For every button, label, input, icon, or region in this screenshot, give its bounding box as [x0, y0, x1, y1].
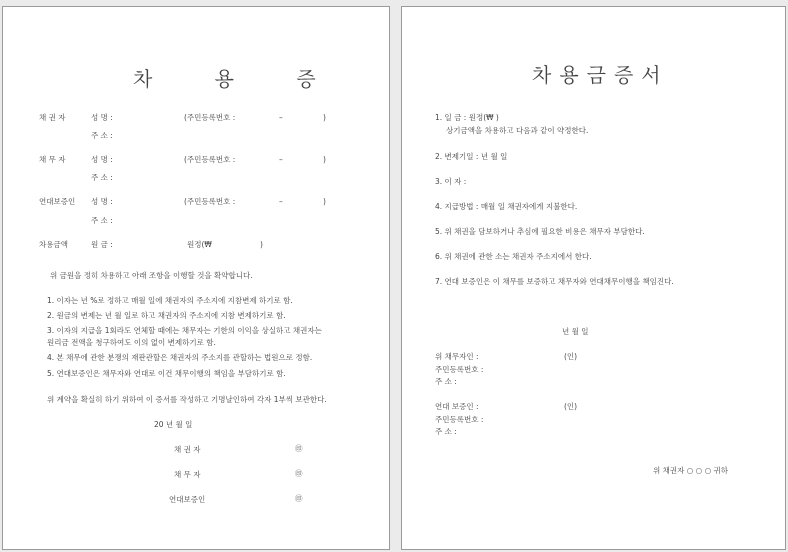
debtor-seal: (인) [564, 352, 578, 361]
loan-deed-page [401, 6, 786, 550]
guarantor-label: 연대보증인 [39, 197, 76, 206]
creditor-name-label: 성 명 : [91, 113, 113, 122]
clause-3: 3. 이자의 지급을 1회라도 연체할 때에는 채무자는 기한의 이익을 상실하고 채권자는 [47, 326, 322, 335]
clause-5: 5. 연대보증인은 채무자와 연대로 이건 채무이행의 책임을 부담하기로 함. [47, 369, 286, 378]
guarantor-seal: (인) [564, 402, 578, 411]
item-1-sub: 상기금액을 차용하고 다음과 같이 약정한다. [446, 126, 589, 135]
guarantor-label: 연대 보증인 : [435, 402, 479, 411]
guarantor-id-close: ) [323, 197, 326, 206]
page-title: 차용금증서 [532, 63, 669, 87]
intro-text: 위 금원을 정히 차용하고 아래 조항을 이행할 것을 확약합니다. [50, 271, 253, 280]
guarantor-seal-icon: ㊞ [295, 494, 303, 503]
guarantor-id-label: (주민등록번호 : [184, 197, 236, 206]
closing-text: 위 계약을 확실히 하기 위하여 이 증서를 작성하고 기명날인하여 각자 1부씩 보관한다. [47, 395, 327, 404]
item-6: 6. 위 채권에 관한 소는 채권자 주소지에서 한다. [435, 252, 592, 261]
amount-unit: 원정(₩ [187, 240, 212, 249]
recipient-line: 위 채권자 ○ ○ ○ 귀하 [653, 466, 729, 475]
debtor-label: 채 무 자 [39, 155, 66, 164]
creditor-address-label: 주 소 : [91, 131, 113, 140]
item-2: 2. 변제기일 : 년 월 일 [435, 152, 508, 161]
item-4: 4. 지급방법 : 매월 일 채권자에게 지불한다. [435, 202, 578, 211]
loan-certificate-page [2, 6, 390, 550]
guarantor-id-label: 주민등록번호 : [435, 415, 484, 424]
creditor-label: 채 권 자 [39, 113, 66, 122]
clause-1: 1. 이자는 년 %로 정하고 매월 일에 채권자의 주소지에 지참변제 하기로 함. [47, 296, 293, 305]
item-1: 1. 일 금 : 원정(₩ ) [435, 113, 499, 122]
debtor-id-dash: – [279, 155, 283, 164]
guarantor-address-label: 주 소 : [435, 427, 457, 436]
sign-date: 20 년 월 일 [154, 420, 193, 429]
debtor-label: 위 채무자인 : [435, 352, 479, 361]
debtor-id-label: 주민등록번호 : [435, 365, 484, 374]
creditor-id-dash: – [279, 113, 283, 122]
clause-2: 2. 원금의 변제는 년 월 일로 하고 채권자의 주소지에 지참 변제하기로 함. [47, 311, 286, 320]
clause-4: 4. 본 채무에 관한 분쟁의 재판관할은 채권자의 주소지를 관할하는 법원으로 정함. [47, 353, 313, 362]
creditor-id-label: (주민등록번호 : [184, 113, 236, 122]
amount-label: 차용금액 [39, 240, 68, 249]
guarantor-address-label: 주 소 : [91, 216, 113, 225]
debtor-address-label: 주 소 : [91, 173, 113, 182]
debtor-name-label: 성 명 : [91, 155, 113, 164]
guarantor-name-label: 성 명 : [91, 197, 113, 206]
debtor-seal-icon: ㊞ [295, 469, 303, 478]
amount-close: ) [260, 240, 263, 249]
sign-creditor-label: 채 권 자 [174, 445, 201, 454]
guarantor-id-dash: – [279, 197, 283, 206]
sign-guarantor-label: 연대보증인 [169, 495, 206, 504]
clause-3-cont: 원리금 전액을 청구하여도 이의 없이 변제하기로 함. [47, 338, 216, 347]
creditor-seal-icon: ㊞ [295, 444, 303, 453]
item-5: 5. 위 채권을 담보하거나 추심에 필요한 비용은 채무자 부담한다. [435, 227, 645, 236]
deed-date: 년 월 일 [562, 327, 589, 336]
sign-debtor-label: 채 무 자 [174, 470, 201, 479]
page-title: 차 용 증 [133, 67, 344, 91]
debtor-id-close: ) [323, 155, 326, 164]
item-7: 7. 연대 보증인은 이 채무를 보증하고 채무자와 연대채무이행을 책임진다. [435, 277, 674, 286]
amount-sub-label: 원 금 : [91, 240, 113, 249]
debtor-id-label: (주민등록번호 : [184, 155, 236, 164]
creditor-id-close: ) [323, 113, 326, 122]
debtor-address-label: 주 소 : [435, 377, 457, 386]
item-3: 3. 이 자 : [435, 177, 467, 186]
